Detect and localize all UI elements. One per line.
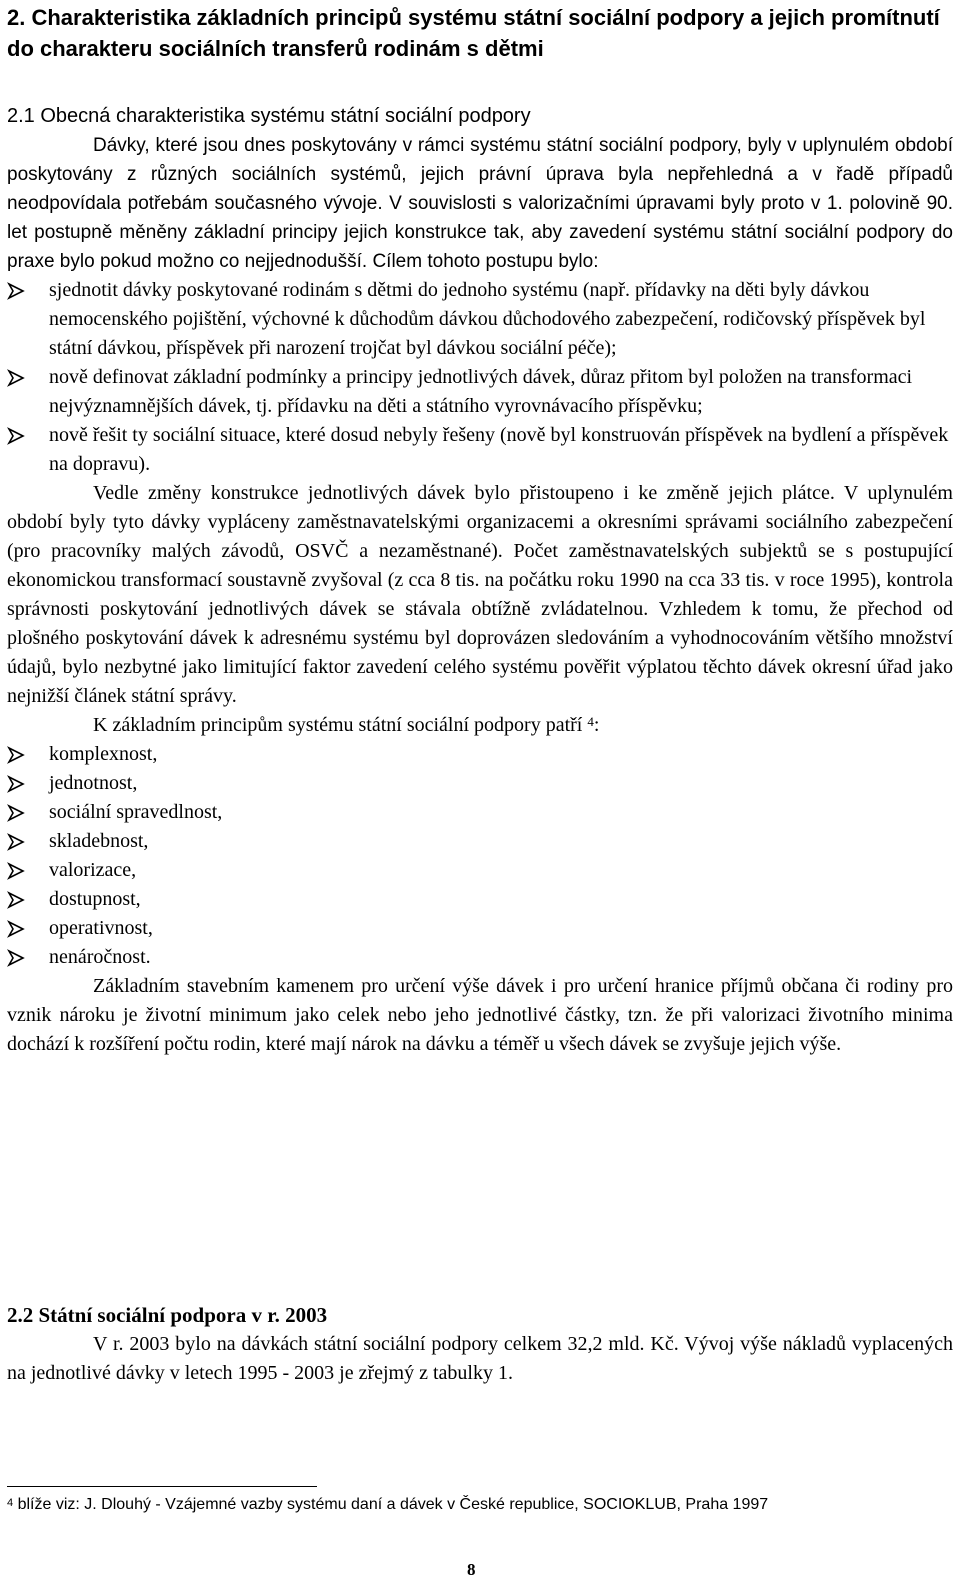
section-2-2-paragraph: V r. 2003 bylo na dávkách státní sociální podpory celkem 32,2 mld. Kč. Vývoj výše nákladů vyplacených na jednotlivé dávky v letech 1995 - 2003 je zřejmý z tabulky 1. [7,1333,953,1384]
principle-item [7,827,953,856]
principle-item [7,856,953,885]
principles-intro [7,711,953,740]
principle-text: nenáročnost. [49,946,151,968]
principle-item [7,769,953,798]
chapter-heading: 2. Charakteristika základních principů systému státní sociální podpory a jejich promítnutí do charakteru sociálních transferů rodinám s dětmi [7,5,940,61]
page-number: 8 [467,1560,476,1579]
section-2-2 [7,1300,953,1388]
arrow-bullet-icon [7,804,25,822]
principle-item [7,914,953,943]
arrow-bullet-icon [7,775,25,793]
arrow-bullet-icon [7,427,25,445]
goal-text: nově řešit ty sociální situace, které dosud nebyly řešeny (nově byl konstruován příspěvek na bydlení a příspěvek na dopravu). [49,424,949,475]
principle-text: jednotnost, [49,772,138,794]
arrow-bullet-icon [7,891,25,909]
arrow-bullet-icon [7,920,25,938]
arrow-bullet-icon [7,369,25,387]
arrow-bullet-icon [7,282,25,300]
principle-item [7,943,953,972]
intro-paragraph: Dávky, které jsou dnes poskytovány v rámci systému státní sociální podpory, byly v uplynulém období poskytovány z různých sociálních systémů, jejich právní úprava byla nepřehledná a v řadě případů neodpovídala potřebám současného vývoje. V souvislosti s valorizačními úpravami byly proto v 1. polovině 90. let postupně měněny základní principy jejich konstrukce tak, aby zavedení systému státní sociální podpory do praxe bylo pokud možno co nejjednodušší. Cílem tohoto postupu bylo: [7,135,953,272]
principle-text: operativnost, [49,917,153,939]
principle-text: sociální spravedlnost, [49,801,223,823]
payers-paragraph: Vedle změny konstrukce jednotlivých dávek bylo přistoupeno i ke změně jejich plátce. V uplynulém období byly tyto dávky vypláceny zaměstnavatelskými organizacemi a okresními správami sociálního zabezpečení (pro pracovníky malých závodů, OSVČ a nezaměstnané). Počet zaměstnavatelských subjektů se s postupující ekonomickou transformací soustavně zvyšoval (z cca 8 tis. na počátku roku 1990 na cca 33 tis. v roce 1995), kontrola správnosti poskytování jednotlivých dávek se stávala obtížně zvládatelnou. Vzhledem k tomu, že přechod od plošného poskytování dávek k adresnému systému byl doprovázen sledováním a vyhodnocováním většího množství údajů, bylo nezbytné jako limitující faktor zavedení celého systému pověřit výplatou těchto dávek okresní úřad jako nejnižší článek státní správy. [7,482,953,707]
principles-list [7,740,953,972]
arrow-bullet-icon [7,949,25,967]
goal-item [7,363,953,421]
principle-text: valorizace, [49,859,137,881]
principle-item [7,740,953,769]
footnote-mark: 4 [7,1497,14,1509]
section-2-1 [7,102,953,1059]
goal-text: sjednotit dávky poskytované rodinám s dětmi do jednoho systému (např. přídavky na děti byly dávkou nemocenského pojištění, výchovné k důchodům dávkou důchodového zabezpečení, rodičovský příspěvek byl státní dávkou, příspěvek při narození trojčat byl dávkou sociální péče); [49,279,926,359]
principle-item [7,885,953,914]
principle-item [7,798,953,827]
section-heading-2-2: 2.2 Státní sociální podpora v r. 2003 [7,1303,328,1327]
footnote-text: blíže viz: J. Dlouhý - Vzájemné vazby systému daní a dávek v České republice, SOCIOKLUB, Praha 1997 [17,1496,769,1513]
footnote-separator [7,1486,317,1487]
principles-colon: : [593,714,600,736]
principle-text: komplexnost, [49,743,158,765]
principle-text: skladebnost, [49,830,149,852]
arrow-bullet-icon [7,833,25,851]
goal-text: nově definovat základní podmínky a principy jednotlivých dávek, důraz přitom byl položen na transformaci nejvýznamnějších dávek, tj. přídavku na děti a státního vyrovnávacího příspěvku; [49,366,913,417]
minimum-paragraph: Základním stavebním kamenem pro určení výše dávek i pro určení hranice příjmů občana či rodiny pro vznik nároku je životní minimum jako celek nebo jeho jednotlivé částky, tzn. že při valorizaci životního minima dochází k rozšíření počtu rodin, které mají nárok na dávku a téměř u všech dávek se zvyšuje jejich výše. [7,975,953,1055]
principles-intro-text: K základním principům systému státní sociální podpory patří [93,714,583,736]
goal-item [7,276,953,363]
footnote [7,1494,768,1516]
goal-item [7,421,953,479]
arrow-bullet-icon [7,746,25,764]
section-heading-2-1: 2.1 Obecná charakteristika systému státní sociální podpory [7,105,531,127]
principle-text: dostupnost, [49,888,141,910]
footnote-reference[interactable]: 4 [587,714,594,729]
arrow-bullet-icon [7,862,25,880]
